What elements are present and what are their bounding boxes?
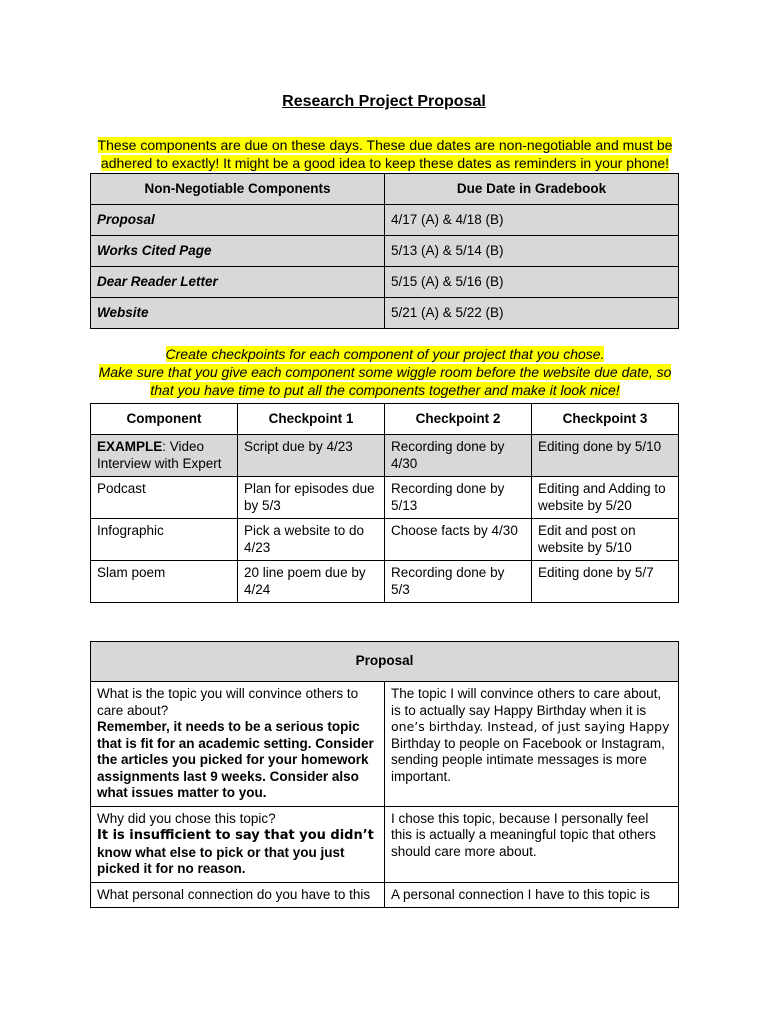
checkpoint-cell: Edit and post on website by 5/10: [532, 519, 679, 561]
answer-text: one’s birthday. Instead, of just saying Happy: [391, 719, 670, 734]
answer-text: The topic I will convince others to care about, is to actually say Happy Birthday when it is: [391, 686, 662, 718]
question-cell: [91, 682, 385, 807]
checkpoint-cell: Script due by 4/23: [238, 435, 385, 477]
table-row: [91, 267, 679, 298]
header-due-date: Due Date in Gradebook: [385, 174, 679, 205]
checkpoint-note-line-2: Make sure that you give each component some wiggle room before the website due date, so: [98, 364, 672, 380]
question-instructions: know what else to pick or that you just picked it for no reason.: [97, 844, 345, 876]
table-header-row: [91, 404, 679, 435]
table-row: [91, 682, 679, 807]
checkpoint-cell: Plan for episodes due by 5/3: [238, 477, 385, 519]
component-cell: Podcast: [91, 477, 238, 519]
question-text: Why did you chose this topic?: [97, 810, 276, 826]
example-component-cell: [91, 435, 238, 477]
table-row: [91, 806, 679, 882]
header-checkpoint-2: Checkpoint 2: [385, 404, 532, 435]
component-cell: Website: [91, 298, 385, 329]
answer-cell: [385, 682, 679, 807]
answer-cell: I chose this topic, because I personally feel this is actually a meaningful topic that others should care more about.: [385, 806, 679, 882]
table-header-row: [91, 174, 679, 205]
answer-cell: A personal connection I have to this topic is: [385, 882, 679, 908]
due-note-line-2: adhered to exactly! It might be a good idea to keep these dates as reminders in your phone!: [100, 155, 670, 171]
example-row: [91, 435, 679, 477]
checkpoint-cell: Recording done by 5/13: [385, 477, 532, 519]
header-checkpoint-1: Checkpoint 1: [238, 404, 385, 435]
question-cell: [91, 806, 385, 882]
checkpoint-cell: Recording done by 5/3: [385, 561, 532, 603]
answer-text: Birthday to people on Facebook or Instagram, sending people intimate messages is more important.: [391, 735, 665, 784]
question-text: What is the topic you will convince others to care about?: [97, 686, 359, 718]
due-dates-note: [90, 136, 680, 172]
example-label-rest: : Video Interview with Expert: [97, 439, 222, 471]
page-title: Research Project Proposal: [282, 93, 486, 110]
checkpoint-cell: Recording done by 4/30: [385, 435, 532, 477]
component-cell: Proposal: [91, 205, 385, 236]
date-cell: 4/17 (A) & 4/18 (B): [385, 205, 679, 236]
component-cell: Slam poem: [91, 561, 238, 603]
checkpoint-cell: Editing and Adding to website by 5/20: [532, 477, 679, 519]
table-header-row: [91, 642, 679, 682]
question-cell: What personal connection do you have to this: [91, 882, 385, 908]
table-row: [91, 205, 679, 236]
header-checkpoint-3: Checkpoint 3: [532, 404, 679, 435]
proposal-table: [90, 641, 679, 908]
proposal-header: Proposal: [91, 642, 679, 682]
date-cell: 5/15 (A) & 5/16 (B): [385, 267, 679, 298]
component-cell: Dear Reader Letter: [91, 267, 385, 298]
header-components: Non-Negotiable Components: [91, 174, 385, 205]
table-row: [91, 519, 679, 561]
checkpoint-cell: Editing done by 5/7: [532, 561, 679, 603]
date-cell: 5/21 (A) & 5/22 (B): [385, 298, 679, 329]
table-row: [91, 477, 679, 519]
checkpoint-cell: Pick a website to do 4/23: [238, 519, 385, 561]
due-dates-table: [90, 173, 679, 329]
checkpoint-cell: Choose facts by 4/30: [385, 519, 532, 561]
table-row: [91, 236, 679, 267]
question-instructions: Remember, it needs to be a serious topic that is fit for an academic setting. Consider the articles you picked for your homework assignments last 9 weeks. Consider also what issues matter to you.: [97, 719, 374, 800]
header-component: Component: [91, 404, 238, 435]
checkpoint-cell: Editing done by 5/10: [532, 435, 679, 477]
component-cell: Infographic: [91, 519, 238, 561]
table-row: [91, 882, 679, 908]
table-row: [91, 298, 679, 329]
example-label: EXAMPLE: [97, 439, 163, 454]
table-row: [91, 561, 679, 603]
checkpoint-note: [90, 345, 680, 399]
checkpoint-table: [90, 403, 679, 603]
due-note-line-1: These components are due on these days. These due dates are non-negotiable and must be: [97, 137, 673, 153]
checkpoint-note-line-3: that you have time to put all the components together and make it look nice!: [150, 382, 620, 398]
date-cell: 5/13 (A) & 5/14 (B): [385, 236, 679, 267]
checkpoint-cell: 20 line poem due by 4/24: [238, 561, 385, 603]
question-instructions: It is insufficient to say that you didn’t: [97, 828, 374, 843]
component-cell: Works Cited Page: [91, 236, 385, 267]
checkpoint-note-line-1: Create checkpoints for each component of your project that you chose.: [165, 346, 605, 362]
